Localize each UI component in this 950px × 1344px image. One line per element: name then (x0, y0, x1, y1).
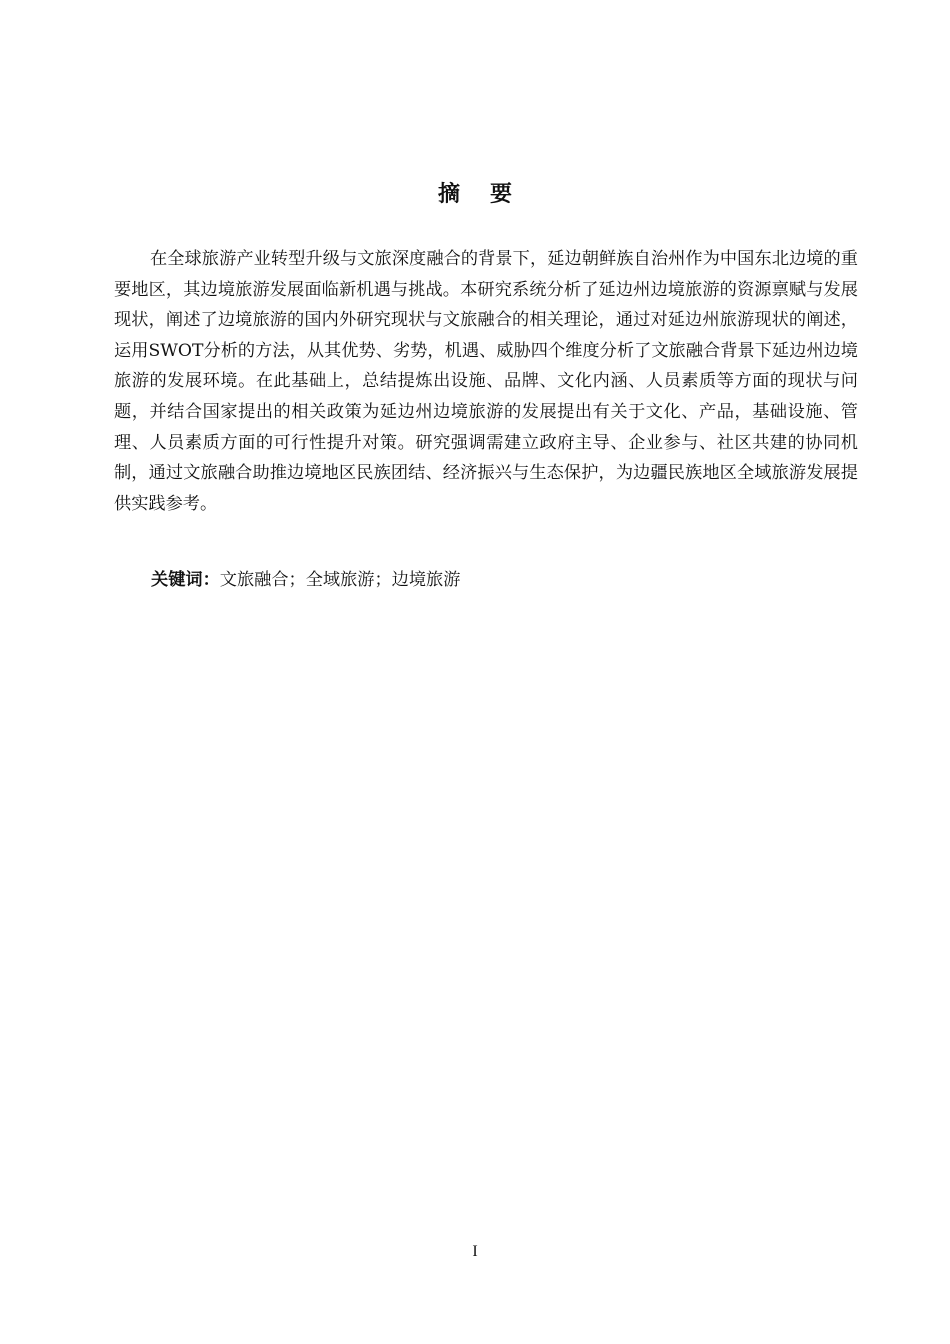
abstract-title: 摘要 (437, 182, 542, 207)
page-number: I (472, 1243, 478, 1260)
abstract-body: 在全球旅游产业转型升级与文旅深度融合的背景下，延边朝鲜族自治州作为中国东北边境的重要地区，其边境旅游发展面临新机遇与挑战。本研究系统分析了延边州边境旅游的资源禀赋与发展现状，阐述了边境旅游的国内外研究现状与文旅融合的相关理论，通过对延边州旅游现状的阐述，运用SWOT分析的方法，从其优势、劣势，机遇、威胁四个维度分析了文旅融合背景下延边州边境旅游的发展环境。在此基础上，总结提炼出设施、品牌、文化内涵、人员素质等方面的现状与问题，并结合国家提出的相关政策为延边州边境旅游的发展提出有关于文化、产品，基础设施、管理、人员素质方面的可行性提升对策。研究强调需建立政府主导、企业参与、社区共建的协同机制，通过文旅融合助推边境地区民族团结、经济振兴与生态保护，为边疆民族地区全域旅游发展提供实践参考。 (114, 249, 858, 514)
keywords-text: 文旅融合；全域旅游；边境旅游 (219, 570, 461, 590)
keywords-label: 关键词： (151, 570, 220, 590)
keywords-line (151, 565, 851, 595)
